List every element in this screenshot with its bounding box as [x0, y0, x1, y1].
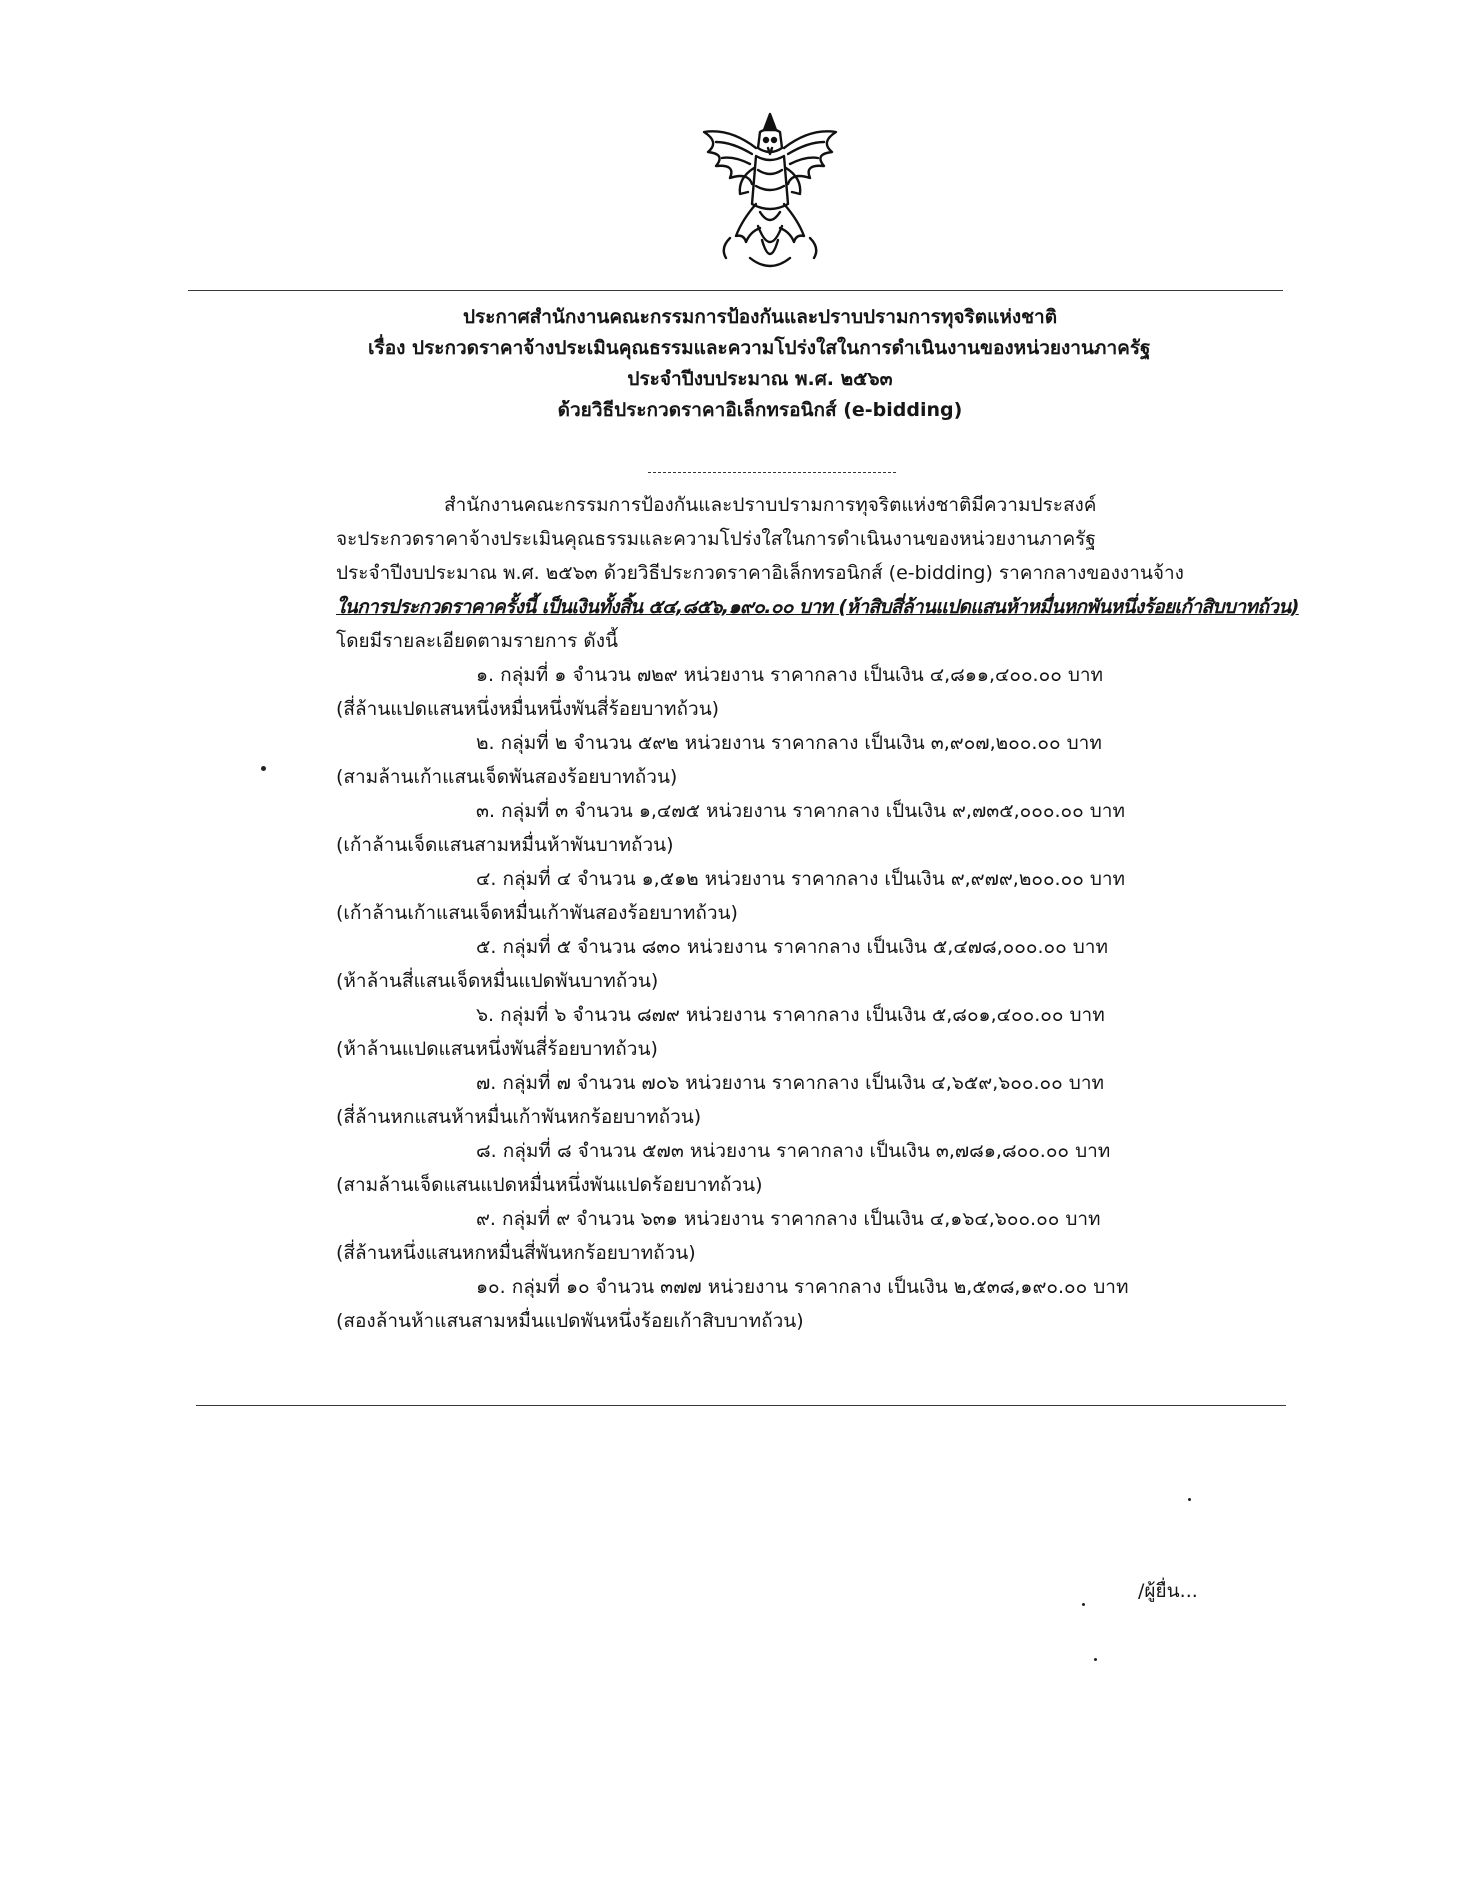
item-words: (ห้าล้านสี่แสนเจ็ดหมื่นแปดพันบาทถ้วน) — [336, 970, 659, 992]
continued-marker: /ผู้ยื่น... — [1138, 1580, 1198, 1602]
intro-line-2: จะประกวดราคาจ้างประเมินคุณธรรมและความโปร่งใสในการดำเนินงานของหน่วยงานภาครัฐ — [336, 528, 1096, 550]
item-main: ๑๐. กลุ่มที่ ๑๐ จำนวน ๓๗๗ หน่วยงาน ราคากลาง เป็นเงิน ๒,๕๓๘,๑๙๐.๐๐ บาท — [476, 1276, 1129, 1298]
announcement-body — [336, 488, 1299, 1338]
item-list — [336, 658, 1216, 1338]
item-words: (สามล้านเก้าแสนเจ็ดพันสองร้อยบาทถ้วน) — [336, 766, 678, 788]
scan-speck — [1094, 1658, 1097, 1661]
item-words: (สี่ล้านหกแสนห้าหมื่นเก้าพันหกร้อยบาทถ้วน) — [336, 1106, 702, 1128]
item-words: (ห้าล้านแปดแสนหนึ่งพันสี่ร้อยบาทถ้วน) — [336, 1038, 658, 1060]
header-divider — [188, 290, 1283, 291]
intro-line-1: สำนักงานคณะกรรมการป้องกันและปราบปรามการทุจริตแห่งชาติมีความประสงค์ — [444, 494, 1097, 516]
announcement-title — [330, 302, 1190, 426]
title-line-1: ประกาศสำนักงานคณะกรรมการป้องกันและปราบปรามการทุจริตแห่งชาติ — [462, 306, 1058, 328]
item-words: (สี่ล้านหนึ่งแสนหกหมื่นสี่พันหกร้อยบาทถ้วน) — [336, 1242, 696, 1264]
title-line-3: ประจำปีงบประมาณ พ.ศ. ๒๕๖๓ — [627, 368, 893, 390]
item-words: (สามล้านเจ็ดแสนแปดหมื่นหนึ่งพันแปดร้อยบาทถ้วน) — [336, 1174, 763, 1196]
item-main: ๓. กลุ่มที่ ๓ จำนวน ๑,๔๗๕ หน่วยงาน ราคากลาง เป็นเงิน ๙,๗๓๕,๐๐๐.๐๐ บาท — [476, 800, 1125, 822]
item-words: (สองล้านห้าแสนสามหมื่นแปดพันหนึ่งร้อยเก้าสิบบาทถ้วน) — [336, 1310, 804, 1332]
item-main: ๑. กลุ่มที่ ๑ จำนวน ๗๒๙ หน่วยงาน ราคากลาง เป็นเงิน ๔,๘๑๑,๔๐๐.๐๐ บาท — [476, 664, 1104, 686]
item-words: (เก้าล้านเจ็ดแสนสามหมื่นห้าพันบาทถ้วน) — [336, 834, 674, 856]
item-main: ๙. กลุ่มที่ ๙ จำนวน ๖๓๑ หน่วยงาน ราคากลาง เป็นเงิน ๔,๑๖๔,๖๐๐.๐๐ บาท — [476, 1208, 1101, 1230]
item-main: ๒. กลุ่มที่ ๒ จำนวน ๕๙๒ หน่วยงาน ราคากลาง เป็นเงิน ๓,๙๐๗,๒๐๐.๐๐ บาท — [476, 732, 1102, 754]
item-words: (เก้าล้านเก้าแสนเจ็ดหมื่นเก้าพันสองร้อยบาทถ้วน) — [336, 902, 738, 924]
item-main: ๕. กลุ่มที่ ๕ จำนวน ๘๓๐ หน่วยงาน ราคากลาง เป็นเงิน ๕,๔๗๘,๐๐๐.๐๐ บาท — [476, 936, 1109, 958]
item-main: ๗. กลุ่มที่ ๗ จำนวน ๗๐๖ หน่วยงาน ราคากลาง เป็นเงิน ๔,๖๕๙,๖๐๐.๐๐ บาท — [476, 1072, 1105, 1094]
title-line-4: ด้วยวิธีประกวดราคาอิเล็กทรอนิกส์ (e-bidding) — [557, 399, 963, 421]
item-main: ๔. กลุ่มที่ ๔ จำนวน ๑,๕๑๒ หน่วยงาน ราคากลาง เป็นเงิน ๙,๙๗๙,๒๐๐.๐๐ บาท — [476, 868, 1126, 890]
intro-line-3: ประจำปีงบประมาณ พ.ศ. ๒๕๖๓ ด้วยวิธีประกวดราคาอิเล็กทรอนิกส์ (e-bidding) ราคากลางของงานจ้าง — [336, 562, 1184, 584]
scan-speck — [1082, 1603, 1085, 1606]
scan-speck — [261, 766, 266, 771]
item-main: ๖. กลุ่มที่ ๖ จำนวน ๘๗๙ หน่วยงาน ราคากลาง เป็นเงิน ๕,๘๐๑,๔๐๐.๐๐ บาท — [476, 1004, 1105, 1026]
garuda-emblem-icon — [690, 108, 850, 278]
title-separator — [648, 472, 896, 473]
scan-speck — [1188, 1498, 1191, 1501]
item-main: ๘. กลุ่มที่ ๘ จำนวน ๕๗๓ หน่วยงาน ราคากลาง เป็นเงิน ๓,๗๘๑,๘๐๐.๐๐ บาท — [476, 1140, 1111, 1162]
body-end-divider — [196, 1405, 1286, 1406]
item-words: (สี่ล้านแปดแสนหนึ่งหมื่นหนึ่งพันสี่ร้อยบาทถ้วน) — [336, 698, 720, 720]
intro-line-4: ในการประกวดราคาครั้งนี้ เป็นเงินทั้งสิ้น ๕๔,๘๕๖,๑๙๐.๐๐ บาท (ห้าสิบสี่ล้านแปดแสนห้าหมื่นหกพันหนึ่งร้อยเก้าสิบบาทถ้วน) — [336, 596, 1299, 618]
intro-line-5: โดยมีรายละเอียดตามรายการ ดังนี้ — [336, 630, 618, 652]
title-line-2: เรื่อง ประกวดราคาจ้างประเมินคุณธรรมและความโปร่งใสในการดำเนินงานของหน่วยงานภาครัฐ — [368, 337, 1151, 359]
